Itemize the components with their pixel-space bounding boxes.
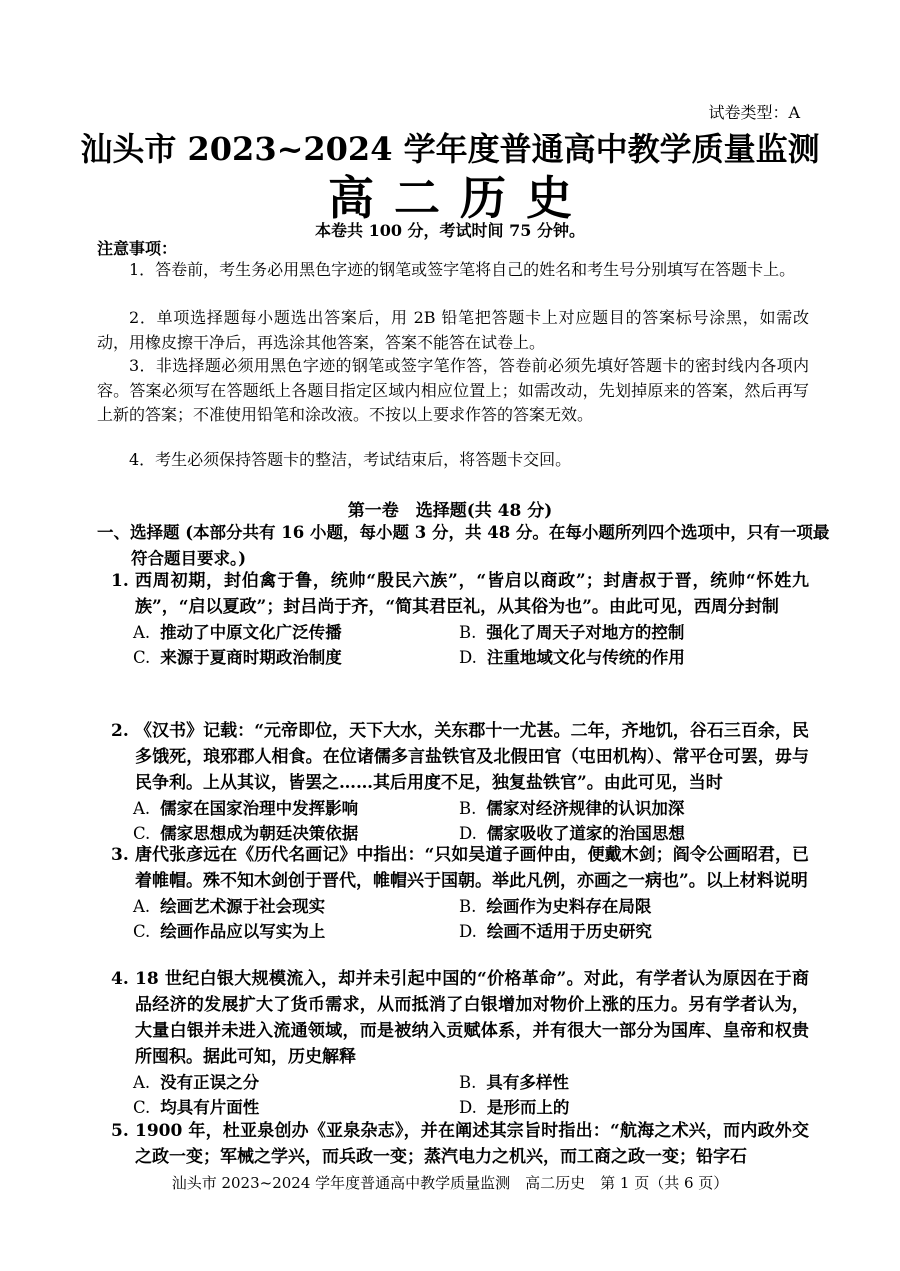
question-3 bbox=[97, 842, 809, 944]
option-a: A. 推动了中原文化广泛传播 bbox=[133, 623, 342, 642]
question-5 bbox=[97, 1118, 809, 1170]
option-c: C. 来源于夏商时期政治制度 bbox=[133, 648, 342, 667]
question-number: 4. bbox=[111, 969, 129, 989]
part-title: 一、选择题 (本部分共有 16 小题，每小题 3 分，共 48 分。在每小题所列四个选项中，只有一项最符合题目要求。) bbox=[97, 523, 830, 568]
option-a: A. 没有正误之分 bbox=[133, 1073, 260, 1092]
exam-title: 汕头市 2023~2024 学年度普通高中教学质量监测 bbox=[80, 130, 820, 168]
option-d: D. 绘画不适用于历史研究 bbox=[459, 922, 652, 941]
note-item: 1．答卷前，考生务必用黑色字迹的钢笔或签字笔将自己的姓名和考生号分别填写在答题卡上。 bbox=[129, 260, 796, 279]
option-b: B. 儒家对经济规律的认识加深 bbox=[459, 799, 685, 818]
option-c: C. 均具有片面性 bbox=[133, 1098, 260, 1117]
notes-title: 注意事项： bbox=[97, 239, 178, 258]
question-2 bbox=[97, 718, 809, 846]
note-item: 4．考生必须保持答题卡的整洁，考试结束后，将答题卡交回。 bbox=[129, 450, 572, 469]
option-c: C. 儒家思想成为朝廷决策依据 bbox=[133, 824, 359, 843]
question-stem: 唐代张彦远在《历代名画记》中指出：“只如吴道子画仲由，便戴木剑；阎令公画昭君，已着帷帽。殊不知木剑创于晋代，帷帽兴于国朝。举此凡例，亦画之一病也”。以上材料说明 bbox=[135, 845, 809, 891]
option-a: A. 儒家在国家治理中发挥影响 bbox=[133, 799, 359, 818]
question-stem: 西周初期，封伯禽于鲁，统帅“殷民六族”，“皆启以商政”；封唐叔于晋，统帅“怀姓九族”，“启以夏政”；封吕尚于齐，“简其君臣礼，从其俗为也”。由此可见，西周分封制 bbox=[135, 571, 809, 617]
page-footer: 汕头市 2023~2024 学年度普通高中教学质量监测 高二历史 第 1 页（共 6 页） bbox=[171, 1174, 729, 1192]
question-4 bbox=[97, 966, 809, 1120]
question-number: 5. bbox=[111, 1121, 129, 1141]
option-c: C. 绘画作品应以写实为上 bbox=[133, 922, 326, 941]
option-b: B. 绘画作为史料存在局限 bbox=[459, 897, 652, 916]
option-b: B. 强化了周天子对地方的控制 bbox=[459, 623, 685, 642]
question-number: 2. bbox=[111, 721, 129, 741]
subject-title: 高二历史 bbox=[328, 171, 592, 225]
question-number: 3. bbox=[111, 845, 129, 865]
option-a: A. 绘画艺术源于社会现实 bbox=[133, 897, 326, 916]
question-number: 1. bbox=[111, 571, 129, 591]
option-d: D. 儒家吸收了道家的治国思想 bbox=[459, 824, 685, 843]
exam-info: 本卷共 100 分，考试时间 75 分钟。 bbox=[315, 221, 585, 240]
note-item: 2．单项选择题每小题选出答案后，用 2B 铅笔把答题卡上对应题目的答案标号涂黑，如需改动，用橡皮擦干净后，再选涂其他答案，答案不能答在试卷上。 bbox=[97, 308, 809, 352]
option-d: D. 注重地域文化与传统的作用 bbox=[459, 648, 685, 667]
section-title: 第一卷 选择题(共 48 分) bbox=[347, 501, 553, 521]
option-b: B. 具有多样性 bbox=[459, 1073, 569, 1092]
question-1 bbox=[97, 568, 809, 670]
paper-type-label: 试卷类型：A bbox=[708, 103, 800, 122]
question-stem: 《汉书》记载：“元帝即位，天下大水，关东郡十一尤甚。二年，齐地饥，谷石三百余，民多饿死，琅邪郡人相食。在位诸儒多言盐铁官及北假田官（屯田机构）、常平仓可罢，毋与民争利。上从其议，皆罢之……其后用度不足，独复盐铁官”。由此可见，当时 bbox=[135, 721, 809, 793]
question-stem: 1900 年，杜亚泉创办《亚泉杂志》，并在阐述其宗旨时指出：“航海之术兴，而内政外交之政一变；军械之学兴，而兵政一变；蒸汽电力之机兴，而工商之政一变；铅字石 bbox=[135, 1121, 809, 1167]
option-d: D. 是形而上的 bbox=[459, 1098, 570, 1117]
question-stem: 18 世纪白银大规模流入，却并未引起中国的“价格革命”。对此，有学者认为原因在于商品经济的发展扩大了货币需求，从而抵消了白银增加对物价上涨的压力。另有学者认为，大量白银并未进入流通领域，而是被纳入贡赋体系，并有很大一部分为国库、皇帝和权贵所囤积。据此可知，历史解释 bbox=[135, 969, 809, 1067]
note-item: 3．非选择题必须用黑色字迹的钢笔或签字笔作答，答卷前必须先填好答题卡的密封线内各项内容。答案必须写在答题纸上各题目指定区域内相应位置上；如需改动，先划掉原来的答案，然后再写上新的答案；不准使用铅笔和涂改液。不按以上要求作答的答案无效。 bbox=[97, 356, 809, 424]
